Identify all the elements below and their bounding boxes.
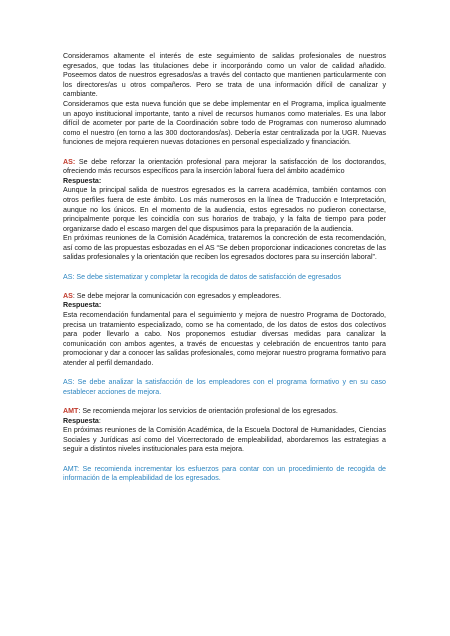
recommendation-text: : Se recomienda mejorar los servicios de orientación profesional de los egresados.: [78, 406, 338, 415]
document-body: [63, 52, 386, 484]
recommendation-6: AMT: Se recomienda incrementar los esfuerzos para contar con un procedimiento de recogida de información de la empleabilidad de los egresados.: [63, 464, 386, 483]
intro-paragraph-1: Consideramos altamente el interés de este seguimiento de salidas profesionales de nuestros egresados, que todas las titulaciones debe ir incorporándo como un valor de calidad añadido. Poseemos datos de nuestros egresados/as a través del contacto que mantienen particularmente con los directores/as u otros compañeros. Pero se trata de una información difícil de canalizar y cambiante.: [63, 52, 386, 99]
recommendation-2: AS: Se debe sistematizar y completar la recogida de datos de satisfacción de egresados: [63, 272, 341, 281]
respuesta-label: Respuesta: [63, 416, 99, 425]
response-paragraph: Esta recomendación fundamental para el seguimiento y mejora de nuestro Programa de Doctorado, precisa un tratamiento especializado, como se ha comentado, de los datos de estos dos colectivos para poder llevarlo a cabo. Nos proponemos estudiar diversas medidas para canalizar la comunicación con ambos agentes, a través de encuestas y celebración de encuentros tanto para promocionar y dar a conocer las salidas profesionales, como mejorar nuestro programa formativo para atender al perfil demandado.: [63, 311, 386, 367]
respuesta-label: Respuesta:: [63, 176, 102, 185]
recommendation-tag: AMT: [63, 406, 79, 415]
recommendation-text: : Se debe mejorar la comunicación con egresados y empleadores.: [72, 291, 282, 300]
recommendation-4: AS: Se debe analizar la satisfacción de los empleadores con el programa formativo y en su caso establecer acciones de mejora.: [63, 378, 386, 396]
recommendation-text: Se debe reforzar la orientación profesional para mejorar la satisfacción de los doctorandos, ofreciendo más recursos específicos para la inserción laboral fuera del ámbito académico: [63, 157, 386, 176]
recommendation-5: [63, 407, 386, 417]
recommendation-tag: AS:: [63, 157, 76, 166]
recommendation-1: [63, 158, 386, 177]
response-paragraph: Aunque la principal salida de nuestros egresados es la carrera académica, también contamos con otros perfiles fuera de este ámbito. Los más numerosos en la línea de Traducción e Interpretación, aunque no los únicos. En el momento de la audiencia, estos egresados no pudieron conectarse, principalmente porque les coincidía con sus horarios de trabajo, y la falta de tiempo para poder organizarse dado el escaso margen del que dispusimos para la preparación de la audiencia.: [63, 186, 386, 233]
respuesta-label: Respuesta:: [63, 301, 102, 310]
respuesta-colon: :: [98, 416, 101, 425]
recommendation-3: [63, 292, 386, 302]
respuesta-line: [63, 417, 386, 427]
response-paragraph: En próximas reuniones de la Comisión Académica, trataremos la concreción de esta recomendación, así como de las propuestas esbozadas en el AS “Se deben proporcionar indicaciones concretas de las salidas profesionales y la orientación que reciben los egresados doctores para su inserción laboral”.: [63, 234, 386, 262]
intro-paragraph-2: Consideramos que esta nueva función que se debe implementar en el Programa, implica igualmente un apoyo institucional importante, tanto a nivel de recursos humanos como materiales. Es una labor difícil de acometer por parte de la Coordinación sobre todo de Programas con numeroso alumnado como el nuestro (en torno a las 300 doctorandos/as). Debería estar centralizada por la UGR. Nuevas funciones de mejora requieren nuevas dotaciones en personal especializado y financiación.: [63, 99, 386, 147]
response-paragraph: En próximas reuniones de la Comisión Académica, de la Escuela Doctoral de Humanidades, Ciencias Sociales y Jurídicas así como del Vicerrectorado de empleabilidad, abordaremos las estrategias a seguir a distintos niveles institucionales para esta mejora.: [63, 426, 386, 454]
recommendation-tag: AS: [63, 291, 73, 300]
